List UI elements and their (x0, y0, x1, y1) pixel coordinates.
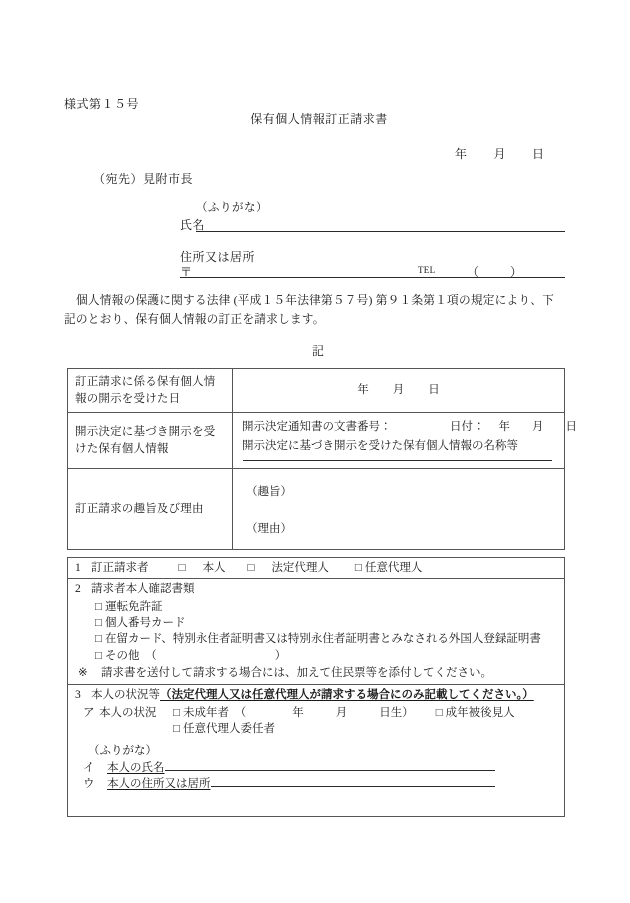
row-label-disclosed-info: 開示決定に基づき開示を受けた保有個人情報 (68, 413, 233, 469)
date-day-label: 日 (532, 147, 545, 161)
sub-a-kana: ア (83, 706, 95, 719)
principal-address-input-rule[interactable] (211, 786, 495, 787)
info-name-label: 開示決定に基づき開示を受けた保有個人情報の名称等 (242, 439, 518, 452)
disclosure-month-label: 月 (392, 384, 405, 397)
table-row-disclosure-date (68, 369, 565, 413)
tel-paren-close: ） (510, 265, 523, 279)
decision-date-label: 日付： (450, 421, 485, 434)
principal-status-line (75, 705, 558, 721)
principal-name-input-rule[interactable] (165, 770, 495, 771)
item1-number: 1 (75, 562, 81, 574)
label-adult-ward: 成年被後見人 (445, 706, 515, 719)
reason-label: （理由） (246, 522, 292, 535)
table-row-identity-documents (68, 579, 565, 685)
checkbox-other[interactable]: □ (95, 649, 102, 662)
document-title: 保有個人情報訂正請求書 (250, 112, 388, 126)
minor-birth-day: 日生） (379, 706, 414, 719)
principal-status-cell (68, 685, 565, 817)
decision-month-label: 月 (532, 421, 544, 434)
minor-birth-month: 月 (335, 706, 348, 719)
option-label-legal-representative: 法定代理人 (271, 562, 329, 574)
option-label-self: 本人 (202, 562, 226, 574)
legal-statement (64, 292, 564, 330)
decision-year-label: 年 (498, 421, 510, 434)
sub-u-label: 本人の住所又は居所 (107, 777, 211, 790)
label-other: その他 （ (104, 649, 157, 662)
identity-documents-cell (68, 579, 565, 685)
item1-title: 訂正請求者 (91, 562, 149, 574)
legal-paragraph: 個人情報の保護に関する法律 (平成１５年法律第５７号) 第９１条第１項の規定により、下記のとおり、保有個人情報の訂正を請求します。 (64, 294, 555, 326)
sub-i-kana: イ (83, 761, 95, 774)
checkbox-voluntary-representative[interactable]: □ (354, 562, 362, 574)
postal-code-mark: 〒 (180, 265, 193, 279)
item3-title-note: （法定代理人又は任意代理人が請求する場合にのみ記載してください。） (160, 689, 534, 702)
item3-title: 本人の状況等 (91, 689, 160, 702)
list-item-other[interactable] (95, 648, 558, 664)
item2-title: 請求者本人確認書類 (91, 583, 195, 596)
decision-date-group (450, 419, 577, 436)
row-value-purpose-reason[interactable] (233, 468, 565, 549)
date-month-label: 月 (493, 147, 507, 161)
tel-paren-open: （ (467, 265, 480, 279)
telephone-label: TEL (418, 265, 436, 275)
table-row-requester-type (68, 558, 565, 579)
disclosure-year-label: 年 (357, 384, 369, 397)
checkbox-residence-card[interactable]: □ (95, 633, 102, 646)
label-delegate: 任意代理人委任者 (182, 722, 275, 735)
form-number: 様式第１５号 (64, 97, 140, 111)
attachments-table (67, 557, 565, 817)
list-item-my-number-card[interactable] (95, 615, 558, 631)
principal-furigana-label: （ふりがな） (88, 745, 157, 758)
checkbox-minor[interactable]: □ (173, 706, 180, 719)
document-number-label: 開示決定通知書の文書番号： (242, 421, 392, 434)
date-year-label: 年 (455, 147, 468, 161)
address-input-rule[interactable] (180, 277, 565, 278)
document-number-line (242, 419, 577, 436)
label-residence-card: 在留カード、特別永住者証明書又は特別永住者証明書とみなされる外国人登録証明書 (104, 633, 541, 646)
checkbox-drivers-license[interactable]: □ (95, 600, 102, 613)
checkbox-adult-ward[interactable]: □ (435, 706, 443, 719)
request-details-table (67, 368, 577, 550)
table-row-principal-status (68, 685, 565, 817)
list-item-drivers-license[interactable] (95, 599, 558, 615)
item2-number: 2 (75, 583, 81, 596)
checkbox-self[interactable]: □ (178, 562, 186, 574)
label-other-close: ） (274, 649, 287, 662)
minor-birth-year: 年 (292, 706, 304, 719)
submission-note (78, 665, 558, 681)
table-row-disclosed-info (68, 413, 565, 469)
principal-name-line[interactable] (83, 760, 558, 776)
disclosure-day-label: 日 (428, 384, 440, 397)
checkbox-delegate[interactable]: □ (173, 722, 180, 735)
name-label: 氏名 (180, 218, 206, 232)
principal-address-line[interactable] (83, 776, 558, 792)
furigana-label: （ふりがな） (196, 202, 268, 214)
row-label-purpose-reason: 訂正請求の趣旨及び理由 (68, 468, 233, 549)
row-value-disclosed-info[interactable] (233, 413, 577, 469)
sub-i-label: 本人の氏名 (107, 761, 165, 774)
row-value-disclosure-date[interactable] (233, 369, 565, 413)
checkbox-my-number-card[interactable]: □ (95, 616, 102, 629)
address-row (180, 263, 565, 278)
name-input-rule[interactable] (196, 231, 565, 232)
decision-day-label: 日 (565, 421, 577, 434)
row-label-disclosure-date: 訂正請求に係る保有個人情報の開示を受けた日 (68, 369, 233, 413)
sub-u-kana: ウ (83, 777, 95, 790)
identity-document-list (95, 599, 558, 664)
purpose-label: （趣旨） (246, 485, 292, 498)
label-minor: 未成年者 （ (182, 706, 247, 719)
requester-type-cell (68, 558, 565, 579)
option-label-voluntary-representative: 任意代理人 (364, 562, 423, 574)
label-drivers-license: 運転免許証 (104, 600, 163, 613)
address-label: 住所又は居所 (180, 250, 256, 264)
item3-heading (75, 687, 558, 703)
table-row-purpose-reason (68, 468, 565, 549)
addressee: （宛先）見附市長 (93, 172, 194, 186)
submission-date-line (455, 145, 545, 163)
delegate-option-line[interactable] (173, 721, 558, 737)
sub-a-label: 本人の状況 (99, 706, 157, 719)
checkbox-legal-representative[interactable]: □ (247, 562, 255, 574)
note-mark: ※ (78, 666, 88, 679)
label-my-number-card: 個人番号カード (104, 616, 186, 629)
info-name-input-rule[interactable] (243, 460, 552, 461)
cell-bottom-spacer (75, 792, 558, 814)
ki-marker: 記 (311, 344, 324, 358)
list-item-residence-card[interactable] (95, 631, 558, 647)
note-text: 請求書を送付して請求する場合には、加えて住民票等を添付してください。 (101, 666, 492, 679)
item3-number: 3 (75, 689, 81, 702)
